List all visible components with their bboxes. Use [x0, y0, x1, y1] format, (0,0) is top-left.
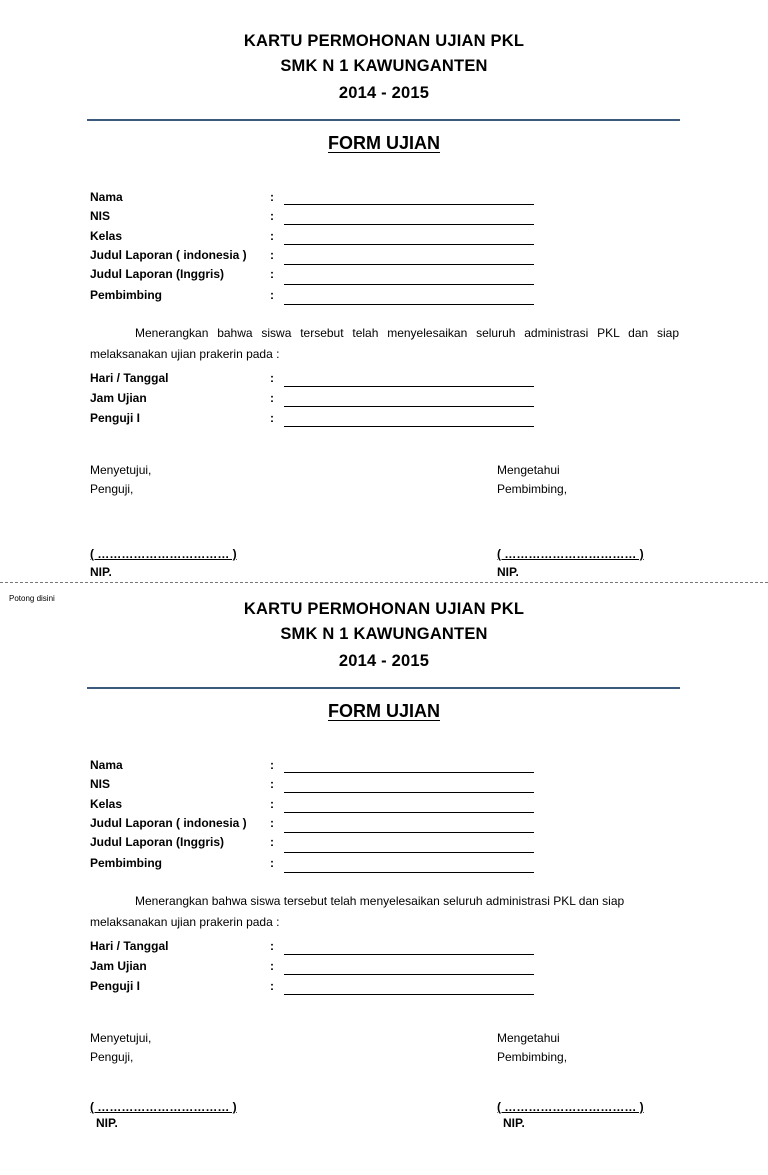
field-colon: :: [270, 371, 274, 385]
approval-label: Menyetujui,: [90, 463, 152, 477]
judul-indonesia-blank-line[interactable]: [284, 832, 534, 833]
field-label-kelas: Kelas: [90, 797, 123, 811]
form-title: FORM UJIAN: [328, 133, 440, 153]
field-colon: :: [270, 209, 274, 223]
supervisor-label: Pembimbing,: [497, 1050, 568, 1064]
acknowledged-label: Mengetahui: [497, 463, 560, 477]
judul-indonesia-blank-line[interactable]: [284, 264, 534, 265]
academic-year: 2014 - 2015: [338, 652, 430, 670]
penguji-blank-line[interactable]: [284, 994, 534, 995]
field-label-nama: Nama: [90, 190, 123, 204]
field-colon: :: [270, 411, 274, 425]
card-title: KARTU PERMOHONAN UJIAN PKL: [243, 32, 525, 50]
penguji-blank-line[interactable]: [284, 426, 534, 427]
supervisor-nip: NIP.: [497, 565, 519, 579]
field-colon: :: [270, 777, 274, 791]
field-label-judul-indonesia: Judul Laporan ( indonesia ): [90, 248, 247, 262]
field-colon: :: [270, 288, 274, 302]
field-label-pembimbing: Pembimbing: [90, 288, 163, 302]
school-name: SMK N 1 KAWUNGANTEN: [280, 57, 488, 75]
supervisor-nip: NIP.: [503, 1116, 525, 1130]
examiner-signature-name[interactable]: ( …………………………… ): [90, 1100, 237, 1114]
field-label-judul-inggris: Judul Laporan (Inggris): [90, 267, 224, 281]
field-colon: :: [270, 959, 274, 973]
nama-blank-line[interactable]: [284, 204, 534, 205]
supervisor-label: Pembimbing,: [497, 482, 568, 496]
field-colon: :: [270, 267, 274, 281]
acknowledged-label: Mengetahui: [497, 1031, 560, 1045]
field-colon: :: [270, 797, 274, 811]
judul-inggris-blank-line[interactable]: [284, 852, 534, 853]
statement-text: Menerangkan bahwa siswa tersebut telah menyelesaikan seluruh administrasi PKL dan siap: [135, 894, 625, 908]
field-label-judul-inggris: Judul Laporan (Inggris): [90, 835, 224, 849]
header-divider: [87, 687, 680, 689]
academic-year: 2014 - 2015: [338, 84, 430, 102]
kelas-blank-line[interactable]: [284, 244, 534, 245]
jam-ujian-blank-line[interactable]: [284, 406, 534, 407]
field-colon: :: [270, 248, 274, 262]
examiner-nip: NIP.: [90, 565, 112, 579]
field-label-penguji: Penguji I: [90, 411, 141, 425]
field-label-jam-ujian: Jam Ujian: [90, 391, 147, 405]
header-divider: [87, 119, 680, 121]
field-colon: :: [270, 190, 274, 204]
field-colon: :: [270, 856, 274, 870]
field-colon: :: [270, 835, 274, 849]
field-label-judul-indonesia: Judul Laporan ( indonesia ): [90, 816, 247, 830]
form-title: FORM UJIAN: [328, 701, 440, 721]
kelas-blank-line[interactable]: [284, 812, 534, 813]
field-label-hari-tanggal: Hari / Tanggal: [90, 939, 169, 953]
nis-blank-line[interactable]: [284, 224, 534, 225]
card-title: KARTU PERMOHONAN UJIAN PKL: [243, 600, 525, 618]
statement-text-continued: melaksanakan ujian prakerin pada :: [90, 915, 280, 929]
cut-line: [0, 582, 768, 583]
examiner-nip: NIP.: [96, 1116, 118, 1130]
field-colon: :: [270, 391, 274, 405]
nis-blank-line[interactable]: [284, 792, 534, 793]
statement-text: Menerangkan bahwa siswa tersebut telah menyelesaikan seluruh administrasi PKL dan siap: [135, 326, 679, 340]
field-label-nis: NIS: [90, 777, 111, 791]
examiner-label: Penguji,: [90, 1050, 134, 1064]
field-colon: :: [270, 229, 274, 243]
approval-label: Menyetujui,: [90, 1031, 152, 1045]
judul-inggris-blank-line[interactable]: [284, 284, 534, 285]
field-colon: :: [270, 758, 274, 772]
field-label-jam-ujian: Jam Ujian: [90, 959, 147, 973]
nama-blank-line[interactable]: [284, 772, 534, 773]
school-name: SMK N 1 KAWUNGANTEN: [280, 625, 488, 643]
examiner-label: Penguji,: [90, 482, 134, 496]
field-label-kelas: Kelas: [90, 229, 123, 243]
pembimbing-blank-line[interactable]: [284, 872, 534, 873]
hari-tanggal-blank-line[interactable]: [284, 386, 534, 387]
pembimbing-blank-line[interactable]: [284, 304, 534, 305]
field-colon: :: [270, 939, 274, 953]
cut-here-label: Potong disini: [9, 594, 55, 603]
field-label-pembimbing: Pembimbing: [90, 856, 163, 870]
field-label-penguji: Penguji I: [90, 979, 141, 993]
supervisor-signature-name[interactable]: ( …………………………… ): [497, 547, 644, 561]
field-colon: :: [270, 816, 274, 830]
supervisor-signature-name[interactable]: ( …………………………… ): [497, 1100, 644, 1114]
statement-text-continued: melaksanakan ujian prakerin pada :: [90, 347, 280, 361]
examiner-signature-name[interactable]: ( …………………………… ): [90, 547, 237, 561]
field-label-nama: Nama: [90, 758, 123, 772]
hari-tanggal-blank-line[interactable]: [284, 954, 534, 955]
field-colon: :: [270, 979, 274, 993]
field-label-hari-tanggal: Hari / Tanggal: [90, 371, 169, 385]
jam-ujian-blank-line[interactable]: [284, 974, 534, 975]
field-label-nis: NIS: [90, 209, 111, 223]
